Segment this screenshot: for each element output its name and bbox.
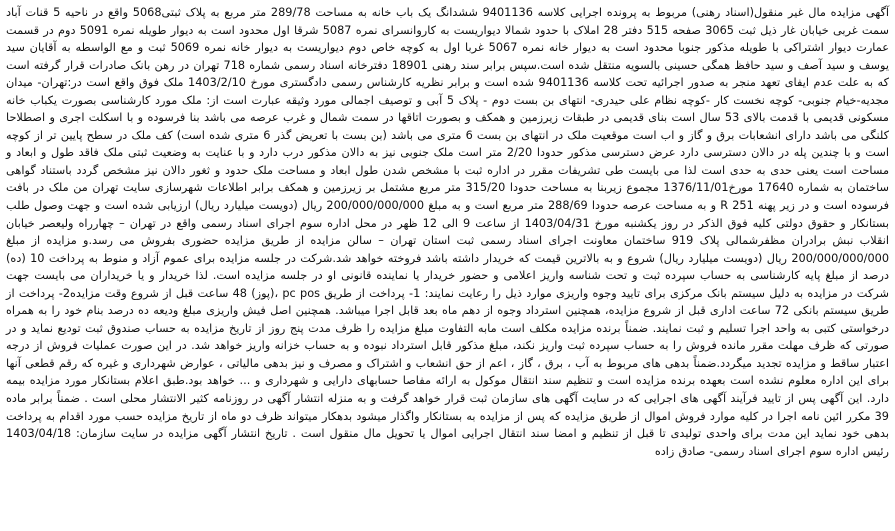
notice-signature: رئیس اداره سوم اجرای اسناد رسمی- صادق زاده	[654, 444, 889, 458]
publication-label: تاریخ انتشار آگهی مزایده در سایت سازمان:	[76, 427, 288, 441]
publication-date: 1403/04/18	[6, 427, 72, 441]
notice-body: آگهی مزایده مال غیر منقول(اسناد رهنی) مربوط به پرونده اجرایی کلاسه 9401136 ششدانگ یک باب خانه به مساحت 289/78 متر مربع به پلاک ثبتی5068 واقع در ناحیه 5 قنات آباد سمت غربی خیابان غار ذیل ثبت 3065 صفحه 515 دفتر 28 املاک با حدود شمالا دیواریست به کاروانسرای نمره 5087 شرقا اول محدود است به دیوار طویله نمره 5091 دوم در قسمت عمارت دیوار اشتراکی با طویله مذکور جنوبا محدود است به دیوار خانه نمره 5067 غربا اول به کوچه خاص دوم دیواریست به دیوار خانه نمره 5069 ثبت و مع الواسطه به آقایان سید یوسف و سید آصف و سید حافظ همگی حسینی بالسویه منتقل شده است.سپس برابر سند رهنی 18901 دفترخانه اسناد رسمی شماره 718 تهران در رهن بانک صادرات قرار گرفته است که به علت عدم ایفای تعهد منجر به صدور اجرائیه تحت کلاسه 9401136 شده است و برابر نظریه کارشناس رسمی دادگستری مورخ 1403/2/10 ملک فوق واقع است در:تهران- میدان مجدیه-خیام جنوبی- کوچه نخست کار -کوچه نظام علی حیدری- انتهای بن بست دوم - پلاک 5 آبی و توصیف اجمالی مورد وثیقه عبارت است از: ملک مورد کارشناسی بصورت یکباب خانه مسکونی قدیمی با قدمت بالای 53 سال است بنای قدیمی در طبقات زیرزمین و همکف و بصورت اتاقها در سمت شمال و غرب عرصه می باشد بنا فرسوده و با اسکلت اجری و اصطلاحا کلنگی می باشد دارای انشعابات برق و گاز و اب است موقعیت ملک در انتهای بن بست 6 متری می باشد (بن بست با تعریض گذر 6 متری شده است) کف ملک در سطح پایین تر از کوچه است و با چندین پله در دالان دسترسی دارد عرض دسترسی مذکور حدودا 2/20 متر است ملک جنوبی نیز به دالان مذکور درب دارد و با عنایت به وضعیت ثبتی ملک فاقد طول و ابعاد و مساحت است یعنی حدی به حدی است لذا می بایست طی تشریفات مقرر در اداره ثبت با مشخص شدن طول ابعاد و مساحت ملک حدود و ثغور دالان نیز مشخص گردد باستناد گواهی ساختمان به شماره 17640 مورخ1376/11/01 مجموع زیربنا به مساحت حدودا 315/20 متر مربع مشتمل بر زیرزمین و همکف برابر اطلاعات شهرسازی سایت تهران من ملک در بافت فرسوده است و در زیر پهنه 251 R و به مساحت عرصه حدودا 288/69 متر مربع است و به مبلغ 200/000/000/000 ریال (دویست میلیارد ریال) ارزیابی شده است و جهت وصول طلب بستانکار و حقوق دولتی کلیه فوق الذکر در روز یکشنبه مورخ 1403/04/31 از ساعت 9 الی 12 ظهر در محل اداره سوم اجرای اسناد رسمی واقع در تهران – چهارراه ولیعصر خیابان انقلاب نبش برادران مظفرشمالی پلاک 919 ساختمان معاونت اجرای اسناد رسمی ثبت استان تهران – سالن مزایده از طریق مزایده حضوری بفروش می رسد.و مزایده از مبلغ 200/000/000/000 ریال (دویست میلیارد ریال) شروع و به بالاترین قیمت که خریدار داشته باشد فروخته خواهد شد.شرکت در جلسه مزایده برای عموم آزاد و منوط به پرداخت 10 (ده) درصد از مبلغ پایه کارشناسی به حساب سپرده ثبت و تحت شناسه واریز اعلامی و حضور خریدار یا نماینده قانونی او در جلسه مزایده است. لذا خریدار و یا خریداران می بایست جهت شرکت در مزایده به دلیل سیستم بانک مرکزی برای تایید وجوه واریزی موارد ذیل را رعایت نمایند: 1- پرداخت از طریق pc pos ،(پوز) 48 ساعت قبل از شروع وقت مزایده2- پرداخت از طریق سیستم بانکی 72 ساعت اداری قبل از شروع مزایده، همچنین استرداد وجوه از دهم ماه بعد قابل اجرا میباشد. همچنین اصل فیش واریزی مبلغ ودیعه ده درصد بنام خود را به همراه درخواستی کتبی به واحد اجرا تسلیم و ثبت نمایند. ضمناً برنده مزایده مکلف است مابه التفاوت مبلغ مزایده را ظرف مدت پنج روز از تاریخ مزایده به حساب صندوق ثبت تودیع نماید و در صورتی که ظرف مهلت مقرر مانده فروش را به حساب سپرده ثبت واریز نکند، مبلغ مذکور قابل استرداد نبوده و به حساب خزانه واریز خواهد شد. در این صورت عملیات فروش از درجه اعتبار ساقط و مزایده تجدید میگردد.ضمناً بدهی های مربوط به آب ، برق ، گاز ، اعم از حق انشعاب و اشتراک و مصرف و نیز بدهی مالیاتی ، عوارض شهرداری و غیره که رقم قطعی آنها برای این اداره معلوم نشده است بعهده برنده مزایده است و تنظیم سند انتقال موکول به ارائه مفاصا حسابهای دارایی و شهرداری و ... خواهد بود.طبق اعلام بستانکار مورد مزایده بیمه دارد. این آگهی پس از تایید فرآیند آگهی های اجرایی که در سایت آگهی های سازمان ثبت قرار خواهد گرفت و به منزله انتشار آگهی در روزنامه کثیر الانتشار محلی است . ضمناً برابر ماده 39 مکرر ائین نامه اجرا در کلیه موارد فروش اموال از طریق مزایده که پس از مزایده به بستانکار واگذار میشود بدهکار میتواند ظرف دو ماه از تاریخ مزایده حسب مورد اقدام به پرداخت بدهی خود نماید این مدت برای واحدی تولیدی تا قبل از تنظیم و امضا سند انتقال اجرایی اموال یا تحویل مال منقول است .	[6, 6, 890, 441]
